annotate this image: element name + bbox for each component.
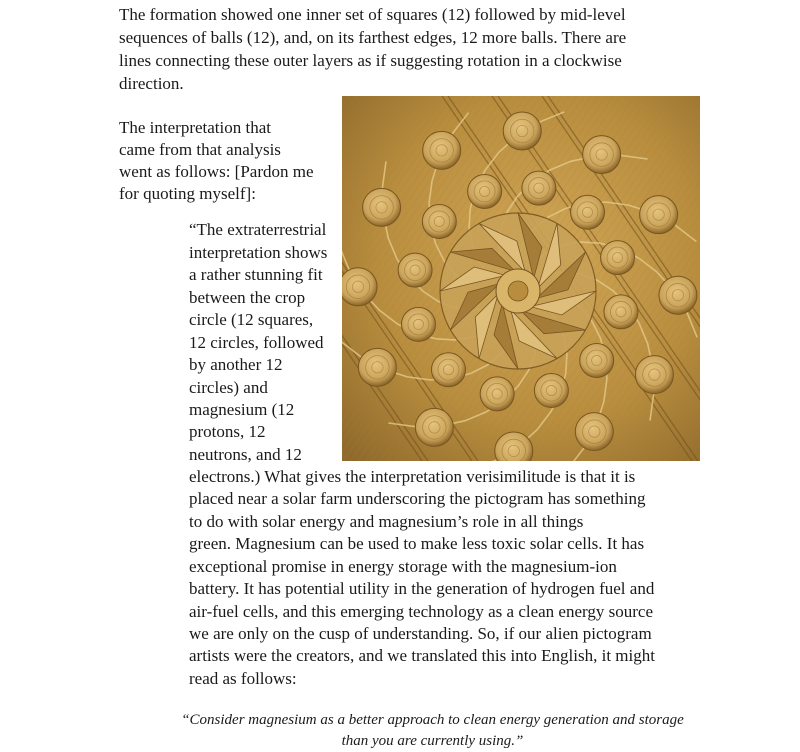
- text-line: green. Magnesium can be used to make less toxic solar cells. It has: [189, 534, 645, 553]
- crop-ball: [534, 374, 568, 408]
- text-line: “The extraterrestrial: [189, 220, 327, 239]
- crop-ball: [583, 136, 621, 174]
- crop-ball: [401, 307, 435, 341]
- text-line: to do with solar energy and magnesium’s role in all things: [189, 512, 584, 531]
- text-line: protons, 12: [189, 422, 266, 441]
- crop-ball: [363, 188, 401, 226]
- crop-ball: [601, 241, 635, 275]
- text-line: came from that analysis: [119, 140, 281, 159]
- crop-ball: [358, 348, 396, 386]
- crop-ball: [342, 268, 377, 306]
- pull-quote-line: than you are currently using.”: [341, 733, 524, 749]
- text-line: circle (12 squares,: [189, 310, 314, 329]
- text-line: sequences of balls (12), and, on its farthest edges, 12 more balls. There are: [119, 28, 627, 47]
- crop-circle-illustration: [342, 96, 700, 461]
- text-line: direction.: [119, 74, 184, 93]
- crop-ball: [431, 353, 465, 387]
- text-line: The interpretation that: [119, 118, 271, 137]
- text-line: read as follows:: [189, 669, 297, 688]
- crop-ball: [571, 195, 605, 229]
- crop-ball: [468, 174, 502, 208]
- text-line: The formation showed one inner set of squares (12) followed by mid-level: [119, 5, 626, 24]
- text-line: between the crop: [189, 288, 306, 307]
- text-line: by another 12: [189, 355, 283, 374]
- crop-ball: [503, 112, 541, 150]
- crop-circle-photo: [342, 96, 700, 461]
- text-line: electrons.) What gives the interpretation verisimilitude is that it is: [189, 467, 636, 486]
- crop-ball: [580, 344, 614, 378]
- text-line: artists were the creators, and we translated this into English, it might: [189, 646, 655, 665]
- text-line: circles) and: [189, 378, 268, 397]
- text-line: interpretation shows: [189, 243, 328, 262]
- text-line: placed near a solar farm underscoring the pictogram has something: [189, 489, 646, 508]
- crop-ball: [398, 253, 432, 287]
- crop-ball: [480, 377, 514, 411]
- crop-ball: [422, 204, 456, 238]
- crop-ball: [575, 413, 613, 451]
- crop-ball: [415, 408, 453, 446]
- crop-ball: [604, 295, 638, 329]
- text-line: we are only on the cusp of understanding. So, if our alien pictogram: [189, 624, 652, 643]
- text-line: exceptional promise in energy storage with the magnesium-ion: [189, 557, 617, 576]
- text-line: a rather stunning fit: [189, 265, 323, 284]
- crop-ball: [423, 131, 461, 169]
- text-line: battery. It has potential utility in the generation of hydrogen fuel and: [189, 579, 655, 598]
- text-line: magnesium (12: [189, 400, 295, 419]
- text-line: for quoting myself]:: [119, 184, 256, 203]
- text-line: went as follows: [Pardon me: [119, 162, 314, 181]
- text-line: 12 circles, followed: [189, 333, 324, 352]
- text-line: air-fuel cells, and this emerging technology as a clean energy source: [189, 602, 653, 621]
- crop-ball: [640, 196, 678, 234]
- text-line: lines connecting these outer layers as if suggesting rotation in a clockwise: [119, 51, 622, 70]
- crop-ball: [635, 356, 673, 394]
- crop-ball: [659, 276, 697, 314]
- crop-ball: [522, 171, 556, 205]
- pull-quote-line: “Consider magnesium as a better approach to clean energy generation and storage: [181, 712, 684, 728]
- text-line: neutrons, and 12: [189, 445, 302, 464]
